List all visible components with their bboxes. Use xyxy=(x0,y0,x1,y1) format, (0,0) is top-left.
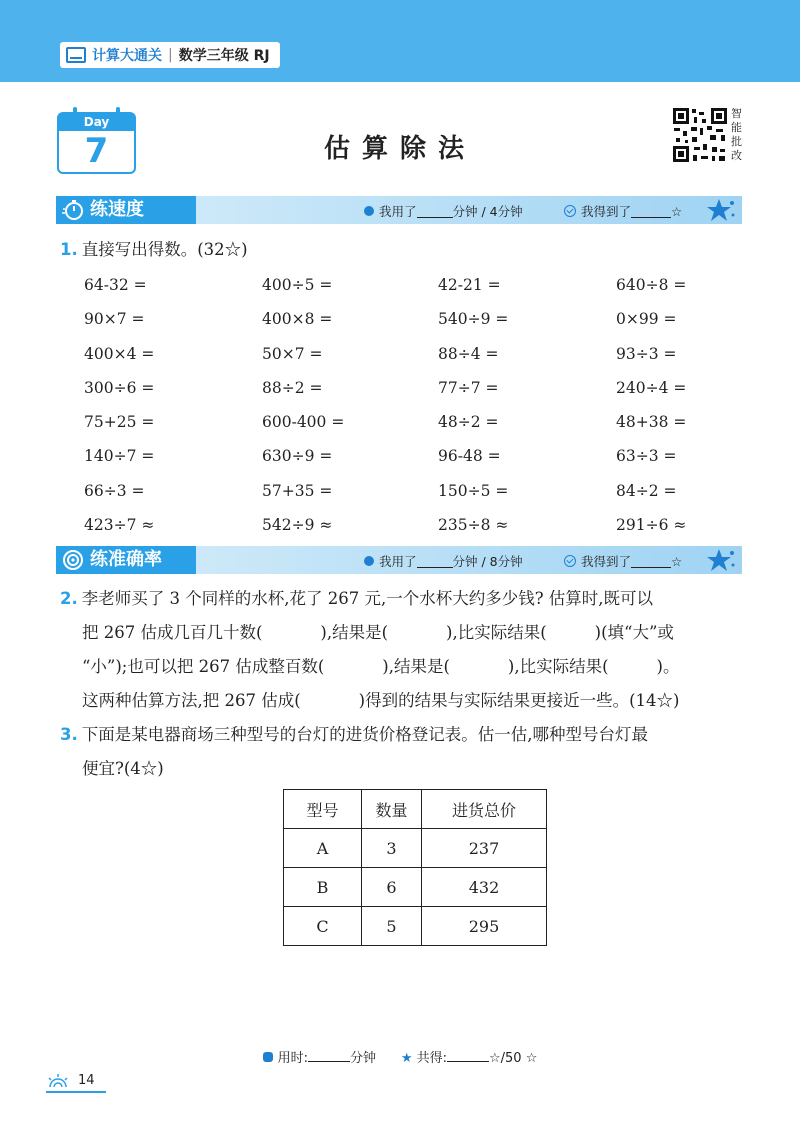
calc-row xyxy=(84,405,734,439)
clock-icon xyxy=(263,1052,273,1062)
question-text-line: ),比实际结果( xyxy=(507,657,609,676)
calc-item: 291÷6 ≈ xyxy=(616,516,687,535)
table-header-cell: 进货总价 xyxy=(422,790,547,829)
question-number: 2. xyxy=(60,589,78,608)
table-cell: 5 xyxy=(362,907,422,946)
time-prefix: 我用了 xyxy=(379,204,417,219)
table-cell: B xyxy=(284,868,362,907)
question-text-line: ),比实际结果( xyxy=(446,623,547,642)
calc-item: 84÷2 = xyxy=(616,481,677,500)
calc-row xyxy=(84,439,734,473)
question-1 xyxy=(60,234,750,266)
question-text-line: ),结果是( xyxy=(382,657,450,676)
calc-item: 240÷4 = xyxy=(616,378,687,397)
footer-score-unit: ☆/50 ☆ xyxy=(489,1051,538,1066)
star-icon: ★ xyxy=(400,1051,413,1066)
calc-item: 63÷3 = xyxy=(616,447,677,466)
star-decoration-icon xyxy=(706,548,736,572)
calc-item: 400×8 = xyxy=(262,310,333,329)
time-used xyxy=(364,202,523,220)
calc-item: 400×4 = xyxy=(84,344,155,363)
calendar-ring-icon xyxy=(116,107,120,119)
question-text-line: 把 267 估成几百几十数( xyxy=(82,623,263,642)
calc-item: 423÷7 ≈ xyxy=(84,516,155,535)
table-row xyxy=(284,907,547,946)
question-text-line: )。 xyxy=(656,657,680,676)
calc-item: 400÷5 = xyxy=(262,276,333,294)
footer-score-blank[interactable] xyxy=(447,1049,489,1062)
calc-item: 140÷7 = xyxy=(84,447,155,466)
score-prefix: 我得到了 xyxy=(581,554,632,569)
time-suffix: 分钟 / 8分钟 xyxy=(452,554,523,569)
calc-item: 150÷5 = xyxy=(438,481,509,500)
footer-time-unit: 分钟 xyxy=(350,1051,377,1066)
calc-item: 542÷9 ≈ xyxy=(262,516,333,535)
calc-item: 630÷9 = xyxy=(262,447,333,466)
top-banner xyxy=(0,0,800,82)
section-label xyxy=(56,196,196,224)
question-text-line: )(填“大”或 xyxy=(594,623,674,642)
page-number-underline xyxy=(46,1091,106,1093)
page-title: 估算除法 xyxy=(323,134,476,164)
section-title: 练准确率 xyxy=(90,549,162,570)
question-text-line: 李老师买了 3 个同样的水杯,花了 267 元,一个水杯大约多少钱? 估算时,既可以 xyxy=(81,589,654,608)
table-cell: A xyxy=(284,829,362,868)
calc-item: 50×7 = xyxy=(262,344,323,363)
score-suffix: ☆ xyxy=(671,203,683,219)
time-suffix: 分钟 / 4分钟 xyxy=(452,204,523,219)
calendar-ring-icon xyxy=(73,107,77,119)
clock-icon xyxy=(364,556,374,566)
question-number: 1. xyxy=(60,240,78,259)
calc-row xyxy=(84,371,734,405)
calc-item: 540÷9 = xyxy=(438,310,509,329)
question-text-line: “小”);也可以把 267 估成整百数( xyxy=(82,657,325,676)
section-title: 练速度 xyxy=(90,199,144,220)
table-header-cell: 数量 xyxy=(362,790,422,829)
section-label xyxy=(56,546,196,574)
day-label: Day xyxy=(59,114,134,131)
score-blank[interactable] xyxy=(631,205,671,218)
question-text-line: ),结果是( xyxy=(320,623,389,642)
calc-item: 75+25 = xyxy=(84,413,155,432)
table-cell: 237 xyxy=(422,829,547,868)
calculation-grid xyxy=(84,268,734,542)
calc-item: 48÷2 = xyxy=(438,413,499,432)
time-blank[interactable] xyxy=(417,555,453,568)
calc-item: 88÷4 = xyxy=(438,344,499,363)
sun-decoration-icon xyxy=(46,1073,70,1089)
star-decoration-icon xyxy=(706,198,736,222)
calc-item: 88÷2 = xyxy=(262,378,323,397)
footer-score-label: 共得: xyxy=(416,1051,447,1066)
qr-code-icon[interactable] xyxy=(672,107,728,163)
footer-time-blank[interactable] xyxy=(308,1049,350,1062)
calc-item: 64-32 = xyxy=(84,276,147,294)
calc-item: 640÷8 = xyxy=(616,276,687,294)
question-text-line: 便宜?(4☆) xyxy=(82,759,164,778)
page-number: 14 xyxy=(78,1073,95,1088)
calc-item: 96-48 = xyxy=(438,447,501,466)
check-icon xyxy=(564,205,576,217)
table-cell: 432 xyxy=(422,868,547,907)
table-cell: C xyxy=(284,907,362,946)
calc-item: 77÷7 = xyxy=(438,378,499,397)
section-accuracy-header xyxy=(56,546,742,574)
question-number: 3. xyxy=(60,725,78,744)
table-cell: 295 xyxy=(422,907,547,946)
price-table xyxy=(283,789,547,946)
qr-caption: 智能批改 xyxy=(731,107,742,162)
calc-row xyxy=(84,268,734,302)
question-text-line: 这两种估算方法,把 267 估成( xyxy=(82,691,301,710)
calc-item: 90×7 = xyxy=(84,310,145,329)
calc-item: 0×99 = xyxy=(616,310,677,329)
score-earned xyxy=(564,202,682,220)
calc-item: 57+35 = xyxy=(262,481,333,500)
brand-tag xyxy=(60,42,280,68)
score-suffix: ☆ xyxy=(671,553,683,569)
table-row xyxy=(284,868,547,907)
calc-row xyxy=(84,302,734,336)
brand-name: 计算大通关 xyxy=(92,48,162,64)
table-header-row xyxy=(284,790,547,829)
table-row xyxy=(284,829,547,868)
table-cell: 3 xyxy=(362,829,422,868)
subject-label: 数学三年级 RJ xyxy=(178,48,270,64)
calc-item: 300÷6 = xyxy=(84,378,155,397)
calc-item: 66÷3 = xyxy=(84,481,145,500)
section-speed-header xyxy=(56,196,742,224)
laptop-icon xyxy=(66,47,86,63)
footer-summary xyxy=(0,1047,800,1066)
calc-item: 42-21 = xyxy=(438,276,501,294)
check-icon xyxy=(564,555,576,567)
score-earned xyxy=(564,552,682,570)
time-blank[interactable] xyxy=(417,205,453,218)
calc-row xyxy=(84,474,734,508)
brand-separator: | xyxy=(168,47,173,63)
day-number: 7 xyxy=(84,131,109,171)
calc-row xyxy=(84,337,734,371)
calc-item: 600-400 = xyxy=(262,413,345,432)
table-header-cell: 型号 xyxy=(284,790,362,829)
calc-item: 235÷8 ≈ xyxy=(438,516,509,535)
clock-icon xyxy=(364,206,374,216)
target-icon xyxy=(62,549,84,571)
time-used xyxy=(364,552,523,570)
calc-item: 93÷3 = xyxy=(616,344,677,363)
question-2 xyxy=(60,582,752,786)
score-blank[interactable] xyxy=(631,555,671,568)
time-prefix: 我用了 xyxy=(379,554,417,569)
footer-time-label: 用时: xyxy=(277,1051,308,1066)
table-cell: 6 xyxy=(362,868,422,907)
stopwatch-icon xyxy=(62,199,84,221)
calc-row xyxy=(84,508,734,542)
score-prefix: 我得到了 xyxy=(581,204,632,219)
question-text: 直接写出得数。(32☆) xyxy=(81,240,248,259)
calc-item: 48+38 = xyxy=(616,413,687,432)
question-text-line: )得到的结果与实际结果更接近一些。(14☆) xyxy=(358,691,680,710)
question-text-line: 下面是某电器商场三种型号的台灯的进货价格登记表。估一估,哪种型号台灯最 xyxy=(81,725,648,744)
